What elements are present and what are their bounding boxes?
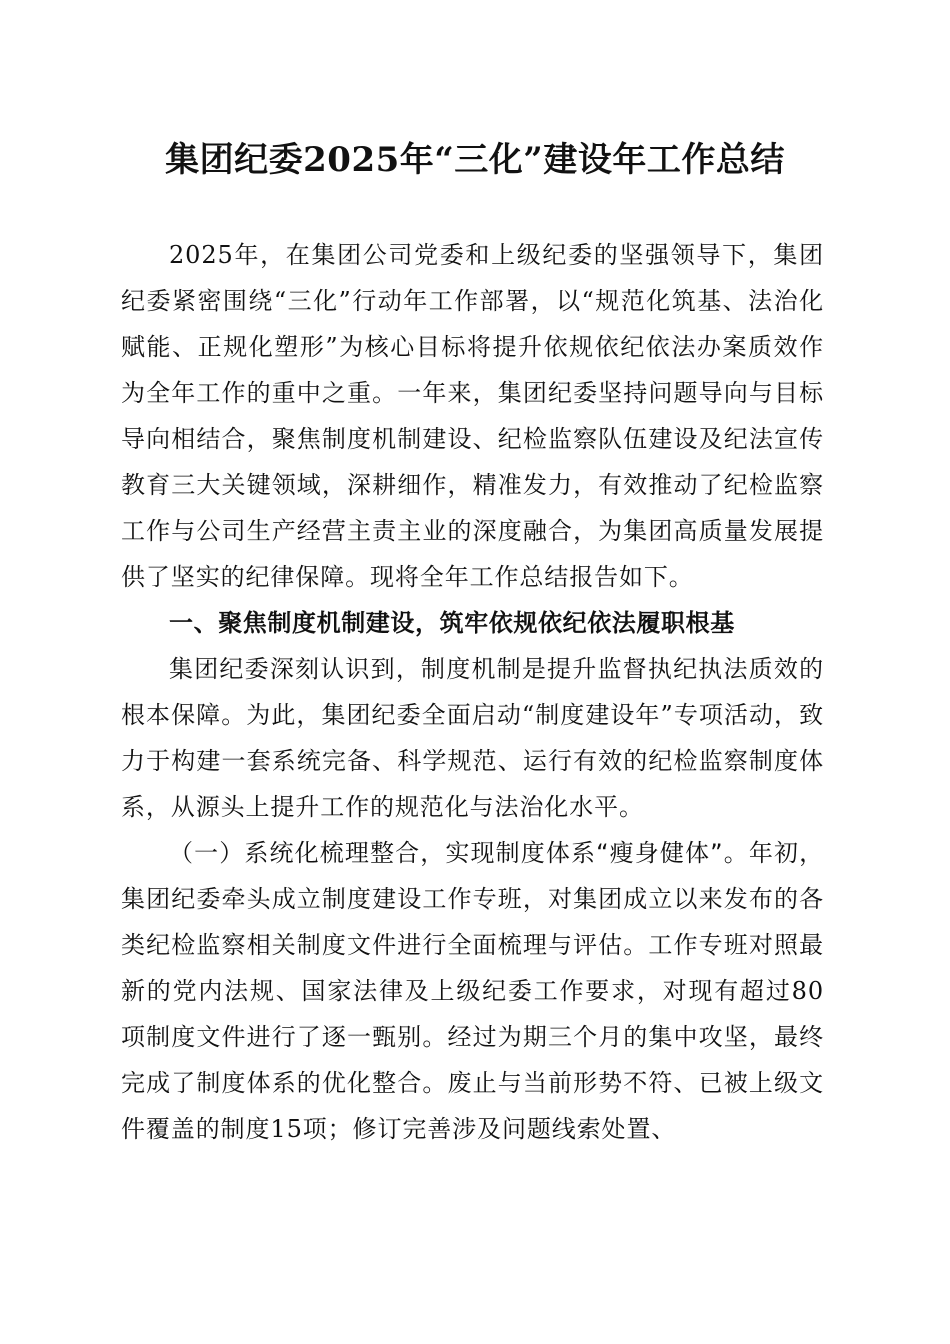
section-1-intro-paragraph: 集团纪委深刻认识到，制度机制是提升监督执纪执法质效的根本保障。为此，集团纪委全面启动“制度建设年”专项活动，致力于构建一套系统完备、科学规范、运行有效的纪检监察制度体系，从源头上提升工作的规范化与法治化水平。 [121, 655, 824, 821]
section-1-sub-1-text: 年初，集团纪委牵头成立制度建设工作专班，对集团成立以来发布的各类纪检监察相关制度文件进行全面梳理与评估。工作专班对照最新的党内法规、国家法律及上级纪委工作要求，对现有超过80项制度文件进行了逐一甄别。经过为期三个月的集中攻坚，最终完成了制度体系的优化整合。废止与当前形势不符、已被上级文件覆盖的制度15项；修订完善涉及问题线索处置、 [121, 839, 825, 1143]
section-1-heading: 一、聚焦制度机制建设，筑牢依规依纪依法履职根基 [169, 609, 735, 637]
document-title: 集团纪委2025年“三化”建设年工作总结 [165, 140, 785, 180]
section-1-sub-1-paragraph [121, 830, 824, 1152]
section-1-sub-1-heading: （一）系统化梳理整合，实现制度体系“瘦身健体”。 [169, 839, 749, 867]
intro-paragraph: 2025年，在集团公司党委和上级纪委的坚强领导下，集团纪委紧密围绕“三化”行动年工作部署，以“规范化筑基、法治化赋能、正规化塑形”为核心目标将提升依规依纪依法办案质效作为全年工作的重中之重。一年来，集团纪委坚持问题导向与目标导向相结合，聚焦制度机制建设、纪检监察队伍建设及纪法宣传教育三大关键领域，深耕细作，精准发力，有效推动了纪检监察工作与公司生产经营主责主业的深度融合，为集团高质量发展提供了坚实的纪律保障。现将全年工作总结报告如下。 [121, 241, 824, 591]
document-body [121, 232, 824, 1152]
